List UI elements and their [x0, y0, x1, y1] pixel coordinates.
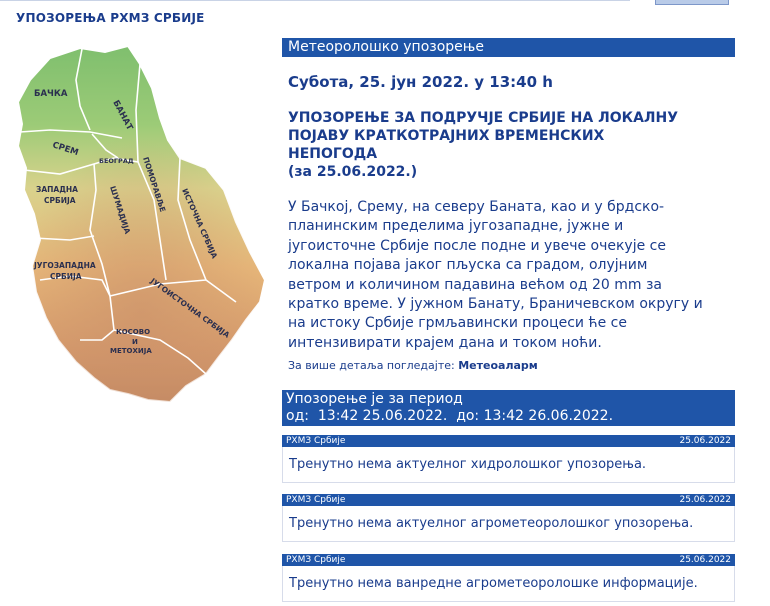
- label-banat: БАНАТ: [110, 98, 135, 133]
- warning-body-line: ветром и количином падавина већом од 20 mm за: [288, 276, 663, 293]
- agro-message: Тренутно нема актуелног агрометеоролошког упозорења.: [282, 506, 735, 542]
- warning-date: Субота, 25. јун 2022. у 13:40 h: [288, 73, 553, 91]
- label-kosovo-2: И: [132, 338, 138, 346]
- warning-title: [288, 109, 738, 181]
- period-label: Упозорење је за период: [286, 391, 463, 407]
- meteo-warning-header: Метеоролошко упозорење: [282, 38, 735, 57]
- warning-body-line: на истоку Србије грмљавински процеси ће се: [288, 315, 627, 332]
- message-source: РХМЗ Србије: [286, 495, 346, 505]
- period-to-value: 13:42 26.06.2022.: [483, 408, 614, 424]
- warning-body-line: планинским пределима југозападне, јужне и: [288, 218, 624, 235]
- label-sumadija: ШУМАДИЈА: [108, 184, 133, 236]
- warning-title-line: УПОЗОРЕЊЕ ЗА ПОДРУЧЈЕ СРБИЈЕ НА ЛОКАЛНУ: [288, 110, 679, 126]
- top-tab[interactable]: [655, 0, 729, 5]
- warning-body-line: локална појава јаког пљуска са градом, олујним: [288, 257, 648, 274]
- serbia-map[interactable]: [10, 40, 275, 410]
- period-from-label: од:: [286, 408, 309, 424]
- agro-info-message: Тренутно нема ванредне агрометеоролошке информације.: [282, 566, 735, 602]
- agro-info-header: [282, 554, 735, 566]
- warning-period-box: [282, 390, 735, 426]
- label-kosovo-1: КОСОВО: [116, 328, 151, 336]
- details-line: [288, 359, 538, 372]
- period-range: [286, 408, 731, 425]
- label-istocna: ИСТОЧНА СРБИЈА: [180, 187, 220, 260]
- label-backa: БАЧКА: [34, 89, 68, 99]
- message-date: 25.06.2022: [679, 495, 731, 505]
- meteoalarm-link[interactable]: Метеоаларм: [458, 359, 538, 372]
- warning-body-line: југоисточне Србије после подне и увече очекује се: [288, 237, 666, 254]
- warning-body-line: интензивирати крајем дана и током ноћи.: [288, 334, 602, 351]
- warning-body: [288, 198, 738, 353]
- label-jugozapadna-2: СРБИЈА: [50, 272, 82, 281]
- warning-title-line: (за 25.06.2022.): [288, 164, 418, 180]
- message-source: РХМЗ Србије: [286, 436, 346, 446]
- label-zapadna-2: СРБИЈА: [44, 196, 76, 205]
- agro-message-header: [282, 494, 735, 506]
- details-prefix: За више детаља погледајте:: [288, 359, 455, 372]
- label-kosovo-3: МЕТОХИЈА: [110, 347, 152, 355]
- warning-body-line: У Бачкој, Срему, на северу Баната, као и у брдско-: [288, 199, 665, 215]
- top-divider: [0, 0, 630, 1]
- label-jugozapadna-1: ЈУГОЗАПАДНА: [34, 261, 96, 270]
- label-srem: СРЕМ: [51, 140, 80, 159]
- message-source: РХМЗ Србије: [286, 555, 346, 565]
- label-beograd: БЕОГРАД: [99, 157, 134, 165]
- page-title: УПОЗОРЕЊА РХМЗ СРБИЈЕ: [16, 11, 205, 25]
- message-date: 25.06.2022: [679, 555, 731, 565]
- label-pomoravlje: ПОМОРАВЉЕ: [141, 155, 168, 214]
- warning-title-line: НЕПОГОДА: [288, 146, 378, 162]
- message-date: 25.06.2022: [679, 436, 731, 446]
- period-to-label: до:: [456, 408, 480, 424]
- label-zapadna-1: ЗАПАДНА: [36, 185, 78, 194]
- period-from-value: 13:42 25.06.2022.: [317, 408, 448, 424]
- label-jugoistocna: ЈУГОИСТОЧНА СРБИЈА: [148, 276, 232, 340]
- warning-title-line: ПОЈАВУ КРАТКОТРАЈНИХ ВРЕМЕНСКИХ: [288, 128, 605, 144]
- hydro-message: Тренутно нема актуелног хидролошког упозорења.: [282, 447, 735, 483]
- hydro-message-header: [282, 435, 735, 447]
- warning-body-line: кратко време. У јужном Банату, Браничевском округу и: [288, 296, 703, 313]
